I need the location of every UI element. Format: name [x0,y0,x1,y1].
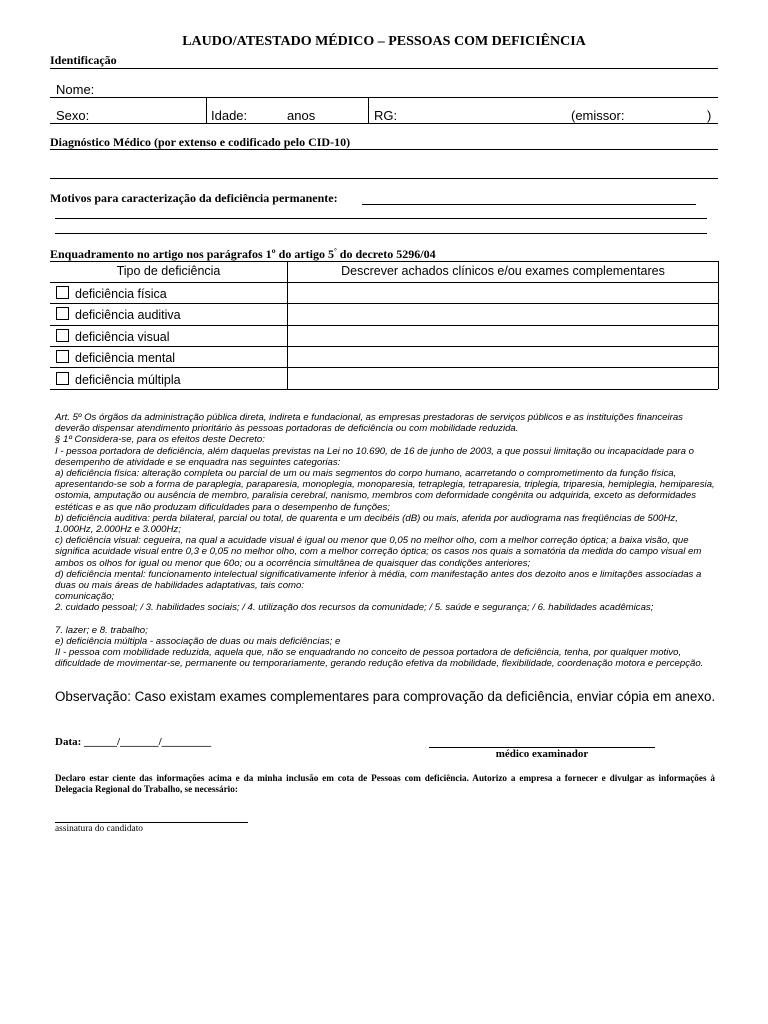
candidate-signature-caption: assinatura do candidato [55,824,143,834]
motives-field-line-2[interactable] [55,218,707,219]
option-physical-label: deficiência física [75,287,167,301]
legal-paragraph: I - pessoa portadora de deficiência, além daquelas previstas na Lei no 10.690, de 16 de junho de 2003, a que possui limitação ou incapacidade para o desempenho de atividade e se enquadra nas seguintes categorias: [55,445,694,468]
classification-heading [50,247,436,262]
checkbox-mental[interactable] [56,350,69,363]
motives-field-line-3[interactable] [55,233,707,234]
legal-paragraph-blank [55,614,715,625]
legal-paragraph: § 1º Considera-se, para os efeitos deste Decreto: [55,434,265,446]
date-label: Data: [55,736,82,748]
table-bottom-border [50,389,718,390]
description-field-multiple[interactable] [288,368,717,389]
legal-paragraph: b) deficiência auditiva: perda bilateral, parcial ou total, de quarenta e um decibéis (dB) ou mais, aferida por audiograma nas freqüências de 500Hz, 1.000Hz, 2.000Hz e 3.000Hz; [55,512,678,536]
legal-paragraph: e) deficiência múltipla - associação de duas ou mais deficiências; e [55,635,341,647]
description-field-visual[interactable] [288,326,717,346]
table-top-border [50,261,718,262]
legal-paragraph: comunicação; [55,591,115,603]
option-visual-label: deficiência visual [75,330,170,344]
legal-paragraph: II - pessoa com mobilidade reduzida, aquela que, não se enquadrando no conceito de pessoa portadora de deficiência, tenha, por qualquer motivo, dificuldade de movimentar-se, permanente ou temporariamente, gerando redução efetiva da mobilidade, flexibilidade, coordenação motora e percepção. [55,647,704,670]
age-label: Idade: [211,108,248,123]
identification-rule [50,68,718,69]
age-rg-divider [368,97,369,123]
option-mental-label: deficiência mental [75,351,176,365]
legal-paragraph: a) deficiência física: alteração completa ou parcial de um ou mais segmentos do corpo humano, acarretando o comprometimento da função física, apresentando-se sob a forma de paraplegia, paraparesia, monoplegia, monoparesia, tetraplegia, tetraparesia, triplegia, triparesia, hemiplegia, hemiparesia, ostomia, amputação ou ausência de membro, paralisia cerebral, nanismo, membros com deformidade congênita ou adquirida, exceto as deformidades estéticas e as que não produzam dificuldades para o desempenho de funções; [55,468,715,513]
sex-age-rg-line[interactable] [50,123,718,124]
classification-heading-pre: Enquadramento no artigo nos parágrafos 1º do artigo 5 [50,247,334,261]
legal-paragraph: 2. cuidado pessoal; / 3. habilidades sociais; / 4. utilização dos recursos da comunidade; / 5. saúde e segurança; / 6. habilidades acadêmicas; [55,602,654,614]
checkbox-visual[interactable] [56,329,69,342]
observation-note: Observação: Caso existam exames complementares para comprovação da deficiência, enviar cópia em anexo. [55,689,716,704]
legal-paragraph: d) deficiência mental: funcionamento intelectual significativamente inferior à média, com manifestação antes dos dezoito anos e limitações associadas a duas ou mais áreas de habilidades adaptativas, tais como: [55,568,702,592]
identification-heading: Identificação [50,53,117,67]
checkbox-multiple[interactable] [56,372,69,385]
form-title: LAUDO/ATESTADO MÉDICO – PESSOAS COM DEFICIÊNCIA [182,34,586,49]
issuer-label: (emissor: [571,108,625,123]
legal-paragraph: Art. 5º Os órgãos da administração pública direta, indireta e fundacional, as empresas prestadoras de serviços públicos e as instituições financeiras deverão dispensar atendimento prioritário às pessoas portadoras de deficiência ou com mobilidade reduzida. [55,412,683,435]
issuer-close: ) [707,108,712,123]
doctor-signature-caption: médico examinador [495,748,589,760]
motives-field-line-1[interactable] [362,204,696,205]
checkbox-physical[interactable] [56,286,69,299]
legal-text [55,412,715,669]
date-field[interactable] [55,736,211,748]
sex-label: Sexo: [56,108,90,123]
diagnosis-rule [50,149,718,150]
description-field-physical[interactable] [288,283,717,303]
sex-age-divider [206,97,207,123]
option-multiple-label: deficiência múltipla [75,373,181,387]
declaration-text: Declaro estar ciente das informações acima e da minha inclusão em cota de Pessoas com deficiência. Autorizo a empresa a fornecer e divulgar as informações à Delegacia Regional do Trabalho, se necessário: [55,773,715,794]
legal-paragraph: c) deficiência visual: cegueira, na qual a acuidade visual é igual ou menor que 0,05 no melhor olho, com a melhor correção óptica; a baixa visão, que significa acuidade visual entre 0,3 e 0,05 no melhor olho, com a melhor correção óptica; os casos nos quais a somatória da medida do campo visual em ambos os olhos for igual ou menor que 60o; ou a ocorrência simultânea de quaisquer das condições anteriores; [55,535,702,569]
age-unit: anos [287,108,316,123]
diagnosis-field-line[interactable] [50,178,718,179]
table-right-border [718,261,719,389]
candidate-signature-line[interactable] [55,822,248,823]
description-field-mental[interactable] [288,347,717,367]
diagnosis-heading: Diagnóstico Médico (por extenso e codificado pelo CID-10) [50,135,351,149]
col-header-description: Descrever achados clínicos e/ou exames complementares [341,264,665,278]
rg-label: RG: [374,108,398,123]
checkbox-hearing[interactable] [56,307,69,320]
date-blank: ______/_______/_________ [84,736,212,748]
motives-heading: Motivos para caracterização da deficiência permanente: [50,191,338,205]
description-field-hearing[interactable] [288,304,717,324]
option-hearing-label: deficiência auditiva [75,308,181,322]
classification-heading-sup: ° [333,247,337,255]
name-label: Nome: [56,82,95,97]
legal-paragraph: 7. lazer; e 8. trabalho; [55,624,148,636]
classification-heading-post: do decreto 5296/04 [336,247,436,261]
col-header-type: Tipo de deficiência [116,264,221,278]
name-field-line[interactable] [50,97,718,98]
